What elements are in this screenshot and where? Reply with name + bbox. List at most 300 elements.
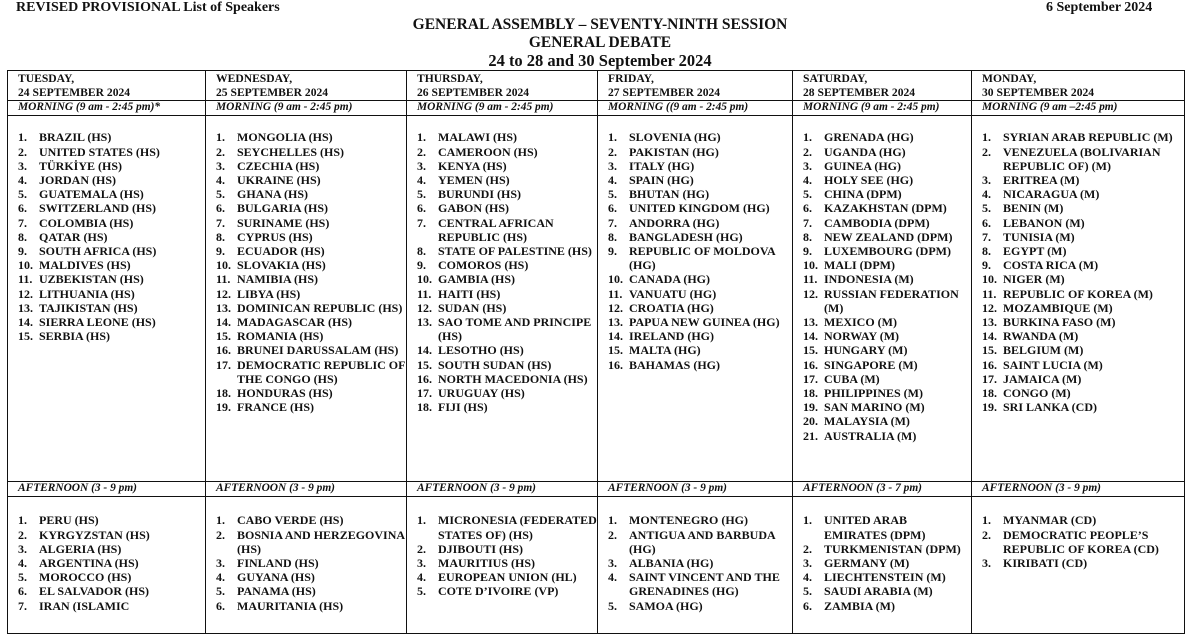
speaker-list: [216, 130, 406, 414]
speaker-item: [608, 301, 792, 315]
speaker-item: [216, 159, 406, 173]
speaker-item: [803, 130, 971, 144]
speaker-name: SAN MARINO (M): [824, 400, 925, 415]
speaker-number: 8.: [216, 229, 225, 244]
speaker-name: CABO VERDE (HS): [237, 513, 344, 528]
speaker-name: BOSNIA AND HERZEGOVINA (HS): [237, 527, 405, 556]
session-label: AFTERNOON (3 - 7 pm): [793, 482, 972, 497]
speaker-number: 19.: [216, 400, 231, 415]
speaker-name: PERU (HS): [39, 513, 99, 528]
speaker-name: SWITZERLAND (HS): [39, 201, 157, 216]
speaker-name: ANTIGUA AND BARBUDA (HG): [629, 527, 776, 556]
speaker-name: MONTENEGRO (HG): [629, 513, 748, 528]
speaker-item: [417, 130, 597, 144]
speaker-name: LIBYA (HS): [237, 286, 301, 301]
speaker-name: SIERRA LEONE (HS): [39, 315, 156, 330]
speaker-number: 16.: [216, 343, 231, 358]
speaker-number: 5.: [982, 201, 991, 216]
speaker-number: 21.: [803, 428, 818, 443]
speaker-item: [982, 258, 1184, 272]
speaker-item: [982, 400, 1184, 414]
speaker-item: [216, 329, 406, 343]
speaker-item: [803, 429, 971, 443]
speaker-number: 3.: [216, 556, 225, 571]
speaker-number: 7.: [982, 229, 991, 244]
speaker-number: 4.: [18, 556, 27, 571]
speaker-number: 12.: [216, 286, 231, 301]
speaker-number: 6.: [803, 201, 812, 216]
day-header: SATURDAY, 28 SEPTEMBER 2024: [793, 71, 972, 101]
day-header: THURSDAY, 26 SEPTEMBER 2024: [407, 71, 598, 101]
speaker-item: [803, 513, 971, 541]
speaker-name: LIECHTENSTEIN (M): [824, 570, 946, 585]
speaker-name: GAMBIA (HS): [438, 272, 516, 287]
speaker-item: [803, 244, 971, 258]
speaker-name: SEYCHELLES (HS): [237, 144, 345, 159]
speaker-number: 4.: [216, 570, 225, 585]
speaker-item: [803, 173, 971, 187]
speaker-item: [803, 343, 971, 357]
speaker-name: FINLAND (HS): [237, 556, 319, 571]
speaker-number: 3.: [18, 158, 27, 173]
speaker-number: 2.: [982, 144, 991, 159]
speaker-name: FRANCE (HS): [237, 400, 314, 415]
speaker-item: [608, 513, 792, 527]
speaker-number: 2.: [216, 144, 225, 159]
speaker-item: [18, 258, 205, 272]
speaker-item: [803, 386, 971, 400]
speaker-name: BELGIUM (M): [1003, 343, 1084, 358]
speaker-number: 6.: [216, 598, 225, 613]
speaker-item: [608, 272, 792, 286]
speaker-name: CAMEROON (HS): [438, 144, 538, 159]
speaker-item: [18, 173, 205, 187]
session-label: MORNING (9 am –2:45 pm): [972, 101, 1185, 116]
speaker-item: [417, 201, 597, 215]
speaker-number: 19.: [803, 400, 818, 415]
speaker-number: 5.: [417, 187, 426, 202]
speaker-number: 11.: [216, 272, 231, 287]
speaker-name: ANDORRA (HG): [629, 215, 720, 230]
speaker-number: 12.: [803, 286, 818, 301]
speaker-item: [216, 556, 406, 570]
speaker-item: [216, 358, 406, 386]
speaker-item: [216, 343, 406, 357]
speaker-name: HUNGARY (M): [824, 343, 908, 358]
speaker-number: 3.: [417, 556, 426, 571]
speaker-number: 4.: [608, 173, 617, 188]
speaker-item: [608, 570, 792, 598]
speaker-name: ERITREA (M): [1003, 173, 1080, 188]
speaker-name: CROATIA (HG): [629, 300, 714, 315]
speaker-number: 12.: [982, 300, 997, 315]
speaker-item: [803, 187, 971, 201]
speaker-number: 15.: [608, 343, 623, 358]
speaker-number: 6.: [417, 201, 426, 216]
speaker-number: 16.: [608, 357, 623, 372]
speaker-number: 3.: [803, 556, 812, 571]
speaker-name: YEMEN (HS): [438, 173, 510, 188]
session-label: MORNING (9 am - 2:45 pm): [793, 101, 972, 116]
speaker-name: NAMIBIA (HS): [237, 272, 319, 287]
speaker-name: UNITED STATES (HS): [39, 144, 160, 159]
speaker-name: UNITED ARAB EMIRATES (DPM): [824, 513, 926, 542]
speaker-item: [608, 130, 792, 144]
speaker-item: [417, 556, 597, 570]
speaker-name: MALAYSIA (M): [824, 414, 910, 429]
speaker-item: [18, 315, 205, 329]
speaker-name: PAKISTAN (HG): [629, 144, 719, 159]
speaker-name: CYPRUS (HS): [237, 229, 313, 244]
speaker-item: [18, 187, 205, 201]
speaker-number: 4.: [18, 173, 27, 188]
speaker-item: [982, 201, 1184, 215]
speaker-list: [982, 513, 1184, 570]
speaker-number: 10.: [982, 272, 997, 287]
speaker-name: REPUBLIC OF KOREA (M): [1003, 286, 1153, 301]
speaker-item: [18, 556, 205, 570]
speaker-name: GERMANY (M): [824, 556, 910, 571]
speaker-name: SRI LANKA (CD): [1003, 400, 1098, 415]
speaker-name: DJIBOUTI (HS): [438, 541, 524, 556]
speaker-name: SOUTH SUDAN (HS): [438, 357, 552, 372]
speaker-number: 2.: [18, 527, 27, 542]
speaker-number: 18.: [982, 386, 997, 401]
speaker-item: [803, 272, 971, 286]
speaker-item: [417, 216, 597, 244]
speaker-number: 14.: [18, 315, 33, 330]
speaker-number: 17.: [417, 386, 432, 401]
speaker-number: 9.: [18, 244, 27, 259]
speaker-number: 15.: [18, 329, 33, 344]
speaker-name: SURINAME (HS): [237, 215, 330, 230]
speaker-item: [608, 287, 792, 301]
speaker-item: [18, 201, 205, 215]
speaker-number: 5.: [216, 584, 225, 599]
speaker-item: [608, 599, 792, 613]
speaker-number: 5.: [803, 187, 812, 202]
speaker-item: [417, 584, 597, 598]
speaker-item: [803, 216, 971, 230]
speaker-number: 13.: [608, 315, 623, 330]
speaker-number: 14.: [608, 329, 623, 344]
speaker-number: 16.: [417, 371, 432, 386]
speaker-item: [608, 343, 792, 357]
speaker-item: [982, 216, 1184, 230]
title-line-2: GENERAL DEBATE: [528, 34, 672, 51]
speaker-name: MAURITIUS (HS): [438, 556, 536, 571]
speaker-item: [18, 301, 205, 315]
speaker-number: 6.: [982, 215, 991, 230]
speaker-item: [608, 358, 792, 372]
speaker-item: [216, 528, 406, 556]
speaker-name: SAUDI ARABIA (M): [824, 584, 933, 599]
speaker-number: 11.: [608, 286, 623, 301]
speaker-name: COTE D’IVOIRE (VP): [438, 584, 559, 599]
speaker-item: [417, 358, 597, 372]
speaker-number: 1.: [417, 513, 426, 528]
speaker-item: [608, 187, 792, 201]
speaker-number: 3.: [18, 541, 27, 556]
speaker-name: HONDURAS (HS): [237, 386, 333, 401]
speaker-item: [216, 230, 406, 244]
speaker-item: [803, 414, 971, 428]
speaker-number: 7.: [417, 215, 426, 230]
speaker-item: [216, 513, 406, 527]
speaker-number: 2.: [608, 527, 617, 542]
speaker-number: 9.: [417, 258, 426, 273]
speaker-name: MADAGASCAR (HS): [237, 315, 352, 330]
speaker-name: MICRONESIA (FEDERATED STATES OF) (HS): [438, 513, 597, 542]
speaker-number: 2.: [803, 144, 812, 159]
speaker-name: MEXICO (M): [824, 315, 897, 330]
speaker-name: CAMBODIA (DPM): [824, 215, 930, 230]
speaker-item: [982, 528, 1184, 556]
speaker-number: 19.: [982, 400, 997, 415]
speaker-number: 7.: [18, 215, 27, 230]
speaker-item: [982, 513, 1184, 527]
day-header: FRIDAY, 27 SEPTEMBER 2024: [598, 71, 793, 101]
speaker-item: [608, 244, 792, 272]
speaker-number: 17.: [216, 357, 231, 372]
speaker-name: TÜRKİYE (HS): [39, 158, 123, 173]
speaker-number: 5.: [608, 598, 617, 613]
day-header: MONDAY, 30 SEPTEMBER 2024: [972, 71, 1185, 101]
speaker-item: [417, 187, 597, 201]
speaker-item: [216, 130, 406, 144]
speaker-item: [417, 159, 597, 173]
speaker-number: 9.: [608, 244, 617, 259]
speaker-number: 6.: [608, 201, 617, 216]
speaker-name: MALAWI (HS): [438, 130, 518, 145]
speaker-name: CUBA (M): [824, 371, 880, 386]
speaker-item: [417, 301, 597, 315]
speaker-number: 7.: [608, 215, 617, 230]
speaker-number: 18.: [216, 386, 231, 401]
speaker-list: [608, 130, 792, 371]
speaker-item: [417, 287, 597, 301]
speaker-name: BHUTAN (HG): [629, 187, 710, 202]
speaker-item: [982, 230, 1184, 244]
speaker-number: 13.: [982, 315, 997, 330]
speaker-item: [417, 400, 597, 414]
speaker-name: MYANMAR (CD): [1003, 513, 1097, 528]
speaker-name: RUSSIAN FEDERATION (M): [824, 286, 959, 315]
speaker-name: RWANDA (M): [1003, 329, 1079, 344]
speaker-item: [982, 343, 1184, 357]
speaker-number: 11.: [982, 286, 997, 301]
speaker-item: [803, 201, 971, 215]
session-label: MORNING (9 am - 2:45 pm)*: [8, 101, 206, 116]
speaker-name: QATAR (HS): [39, 229, 108, 244]
speaker-number: 2.: [608, 144, 617, 159]
speaker-name: BRUNEI DARUSSALAM (HS): [237, 343, 399, 358]
speaker-list: [803, 513, 971, 612]
speaker-number: 15.: [216, 329, 231, 344]
speaker-item: [982, 386, 1184, 400]
speaker-item: [803, 400, 971, 414]
speaker-number: 16.: [803, 357, 818, 372]
speaker-name: SPAIN (HG): [629, 173, 694, 188]
speaker-name: REPUBLIC OF MOLDOVA (HG): [629, 244, 776, 273]
speaker-number: 15.: [803, 343, 818, 358]
speaker-item: [803, 599, 971, 613]
speaker-number: 10.: [417, 272, 432, 287]
speaker-number: 3.: [982, 173, 991, 188]
speaker-item: [608, 145, 792, 159]
speaker-item: [803, 584, 971, 598]
speaker-name: SERBIA (HS): [39, 329, 111, 344]
speaker-item: [216, 258, 406, 272]
speaker-name: BRAZIL (HS): [39, 130, 112, 145]
speaker-item: [982, 244, 1184, 258]
speaker-item: [982, 301, 1184, 315]
speaker-number: 13.: [18, 300, 33, 315]
speaker-name: MAURITANIA (HS): [237, 598, 344, 613]
speaker-item: [608, 315, 792, 329]
speaker-item: [803, 570, 971, 584]
speaker-item: [803, 329, 971, 343]
speaker-number: 4.: [417, 570, 426, 585]
speaker-item: [982, 173, 1184, 187]
speaker-name: ALBANIA (HG): [629, 556, 714, 571]
speaker-number: 2.: [18, 144, 27, 159]
speaker-item: [608, 216, 792, 230]
speaker-name: CHINA (DPM): [824, 187, 902, 202]
speaker-name: SUDAN (HS): [438, 300, 507, 315]
speaker-number: 12.: [417, 300, 432, 315]
speaker-number: 6.: [803, 598, 812, 613]
day-header: WEDNESDAY, 25 SEPTEMBER 2024: [206, 71, 407, 101]
speaker-number: 5.: [18, 570, 27, 585]
speaker-item: [417, 386, 597, 400]
speaker-number: 2.: [803, 541, 812, 556]
speaker-name: NEW ZEALAND (DPM): [824, 229, 953, 244]
speaker-name: UNITED KINGDOM (HG): [629, 201, 770, 216]
speaker-item: [216, 315, 406, 329]
morning-speakers-row: [8, 116, 1185, 482]
speaker-item: [803, 159, 971, 173]
speaker-name: SYRIAN ARAB REPUBLIC (M): [1003, 130, 1173, 145]
speaker-name: PHILIPPINES (M): [824, 386, 923, 401]
speaker-name: JORDAN (HS): [39, 173, 116, 188]
speaker-name: HAITI (HS): [438, 286, 501, 301]
speaker-number: 10.: [18, 258, 33, 273]
speaker-number: 6.: [18, 584, 27, 599]
speaker-item: [417, 343, 597, 357]
session-label: MORNING (9 am - 2:45 pm): [206, 101, 407, 116]
speaker-name: DEMOCRATIC REPUBLIC OF THE CONGO (HS): [237, 357, 406, 386]
speaker-item: [608, 329, 792, 343]
speaker-item: [18, 329, 205, 343]
speaker-name: MOZAMBIQUE (M): [1003, 300, 1113, 315]
speaker-item: [216, 272, 406, 286]
speaker-name: VANUATU (HG): [629, 286, 717, 301]
speaker-number: 18.: [803, 386, 818, 401]
speaker-number: 9.: [216, 244, 225, 259]
speaker-item: [982, 556, 1184, 570]
day-header-row: [8, 71, 1185, 101]
speaker-name: JAMAICA (M): [1003, 371, 1082, 386]
document-status: REVISED PROVISIONAL List of Speakers: [16, 0, 280, 15]
speaker-item: [18, 570, 205, 584]
speaker-number: 17.: [803, 371, 818, 386]
speaker-number: 10.: [608, 272, 623, 287]
speaker-item: [417, 542, 597, 556]
speaker-item: [982, 358, 1184, 372]
speaker-number: 1.: [803, 513, 812, 528]
speaker-item: [18, 599, 205, 613]
speaker-name: SINGAPORE (M): [824, 357, 918, 372]
speaker-name: EL SALVADOR (HS): [39, 584, 150, 599]
speaker-item: [803, 556, 971, 570]
speaker-number: 10.: [803, 258, 818, 273]
speaker-number: 13.: [803, 315, 818, 330]
speaker-name: EGYPT (M): [1003, 244, 1067, 259]
speaker-item: [417, 513, 597, 541]
speaker-number: 8.: [417, 244, 426, 259]
speaker-item: [18, 244, 205, 258]
speaker-number: 1.: [216, 130, 225, 145]
speaker-item: [608, 230, 792, 244]
session-label: AFTERNOON (3 - 9 pm): [407, 482, 598, 497]
speaker-item: [18, 542, 205, 556]
speaker-list: [608, 513, 792, 612]
speaker-number: 5.: [417, 584, 426, 599]
afternoon-label-row: [8, 482, 1185, 497]
speaker-list: [417, 130, 597, 414]
speaker-item: [417, 258, 597, 272]
speaker-name: KAZAKHSTAN (DPM): [824, 201, 947, 216]
speaker-item: [216, 301, 406, 315]
speaker-item: [216, 201, 406, 215]
speaker-name: PANAMA (HS): [237, 584, 316, 599]
speaker-number: 11.: [18, 272, 33, 287]
speaker-number: 11.: [803, 272, 818, 287]
speaker-name: LESOTHO (HS): [438, 343, 524, 358]
session-label: AFTERNOON (3 - 9 pm): [598, 482, 793, 497]
speaker-number: 7.: [216, 215, 225, 230]
speaker-number: 8.: [803, 229, 812, 244]
speaker-item: [417, 315, 597, 343]
morning-label-row: [8, 101, 1185, 116]
speaker-item: [216, 216, 406, 230]
speaker-name: BANGLADESH (HG): [629, 229, 743, 244]
speaker-number: 2.: [216, 527, 225, 542]
speaker-name: UKRAINE (HS): [237, 173, 321, 188]
speaker-number: 20.: [803, 414, 818, 429]
speaker-name: MALI (DPM): [824, 258, 895, 273]
speaker-name: NORTH MACEDONIA (HS): [438, 371, 588, 386]
speaker-number: 15.: [417, 357, 432, 372]
speaker-number: 1.: [417, 130, 426, 145]
day-header: TUESDAY, 24 SEPTEMBER 2024: [8, 71, 206, 101]
speaker-item: [417, 570, 597, 584]
speaker-item: [18, 130, 205, 144]
speaker-item: [982, 145, 1184, 173]
speaker-item: [982, 287, 1184, 301]
speaker-number: 9.: [982, 258, 991, 273]
speaker-name: UZBEKISTAN (HS): [39, 272, 144, 287]
speaker-name: CANADA (HG): [629, 272, 710, 287]
speaker-name: URUGUAY (HS): [438, 386, 525, 401]
speaker-name: COLOMBIA (HS): [39, 215, 134, 230]
speaker-item: [216, 173, 406, 187]
speaker-name: SOUTH AFRICA (HS): [39, 244, 157, 259]
speaker-item: [18, 230, 205, 244]
speaker-number: 15.: [982, 343, 997, 358]
speaker-item: [608, 173, 792, 187]
